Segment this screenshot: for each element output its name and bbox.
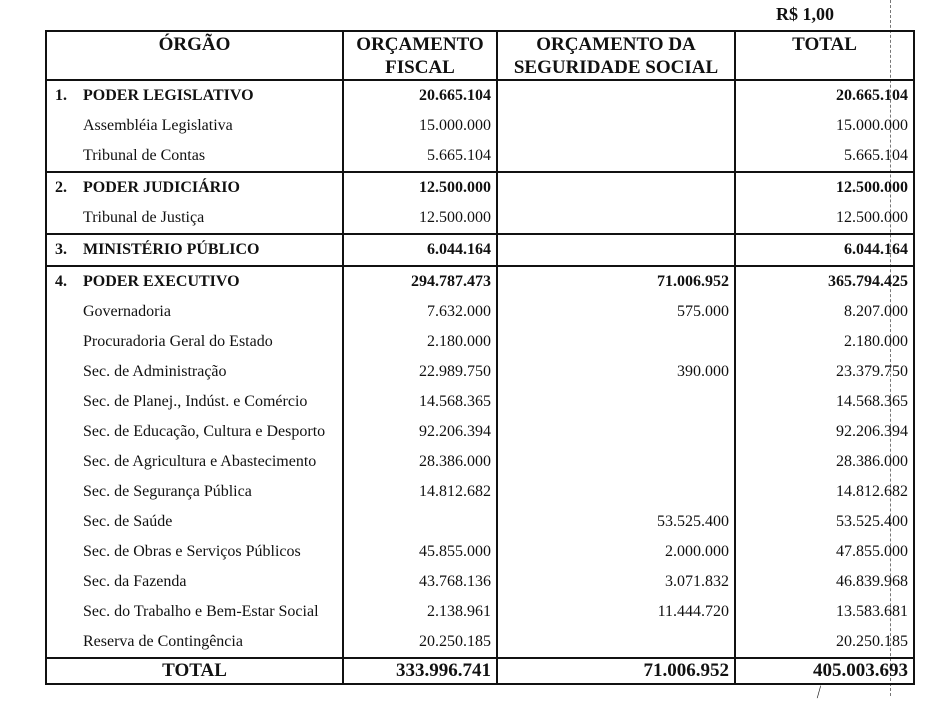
item-row (46, 567, 914, 597)
table-header-row (46, 31, 914, 80)
item-fiscal: 45.855.000 (343, 537, 497, 567)
item-seguridade: 11.444.720 (497, 597, 735, 627)
group-name: PODER JUDICIÁRIO (83, 179, 240, 196)
item-total: 92.206.394 (735, 417, 914, 447)
item-fiscal: 28.386.000 (343, 447, 497, 477)
item-name: Assembléia Legislativa (46, 111, 343, 141)
header-fiscal-line1: ORÇAMENTO (356, 34, 484, 55)
item-total: 12.500.000 (735, 203, 914, 234)
group-name: PODER LEGISLATIVO (83, 87, 254, 104)
item-name: Reserva de Contingência (46, 627, 343, 658)
item-total: 14.568.365 (735, 387, 914, 417)
item-fiscal: 7.632.000 (343, 297, 497, 327)
item-total: 28.386.000 (735, 447, 914, 477)
item-row (46, 141, 914, 172)
item-row (46, 417, 914, 447)
item-fiscal: 2.138.961 (343, 597, 497, 627)
header-total: TOTAL (735, 31, 914, 80)
group-fiscal: 12.500.000 (343, 172, 497, 203)
item-fiscal (343, 507, 497, 537)
total-fiscal: 333.996.741 (343, 658, 497, 684)
item-row (46, 537, 914, 567)
item-name: Sec. de Educação, Cultura e Desporto (46, 417, 343, 447)
item-fiscal: 20.250.185 (343, 627, 497, 658)
item-row (46, 507, 914, 537)
item-total: 47.855.000 (735, 537, 914, 567)
group-index: 1. (55, 87, 67, 104)
table-body (46, 80, 914, 658)
group-name-cell (46, 234, 343, 266)
currency-unit-label: R$ 1,00 (776, 4, 834, 24)
item-fiscal: 92.206.394 (343, 417, 497, 447)
total-seguridade: 71.006.952 (497, 658, 735, 684)
item-total: 53.525.400 (735, 507, 914, 537)
item-total: 20.250.185 (735, 627, 914, 658)
group-index: 4. (55, 273, 67, 290)
item-total: 46.839.968 (735, 567, 914, 597)
item-row (46, 627, 914, 658)
group-fiscal: 20.665.104 (343, 80, 497, 111)
item-seguridade (497, 141, 735, 172)
item-fiscal: 15.000.000 (343, 111, 497, 141)
item-total: 8.207.000 (735, 297, 914, 327)
item-fiscal: 22.989.750 (343, 357, 497, 387)
item-seguridade (497, 447, 735, 477)
item-row (46, 111, 914, 141)
item-name: Sec. de Planej., Indúst. e Comércio (46, 387, 343, 417)
item-row (46, 597, 914, 627)
header-seguridade-line2: SEGURIDADE SOCIAL (513, 57, 719, 78)
group-row (46, 172, 914, 203)
item-row (46, 447, 914, 477)
group-index: 2. (55, 179, 67, 196)
group-row (46, 266, 914, 297)
total-total: 405.003.693 (735, 658, 914, 684)
item-fiscal: 12.500.000 (343, 203, 497, 234)
group-row (46, 234, 914, 266)
total-label: TOTAL (46, 658, 343, 684)
group-total: 365.794.425 (735, 266, 914, 297)
item-row (46, 297, 914, 327)
group-seguridade (497, 80, 735, 111)
item-seguridade (497, 327, 735, 357)
item-row (46, 387, 914, 417)
item-name: Sec. do Trabalho e Bem-Estar Social (46, 597, 343, 627)
header-fiscal-line2: FISCAL (385, 57, 455, 78)
item-seguridade: 53.525.400 (497, 507, 735, 537)
item-name: Sec. de Obras e Serviços Públicos (46, 537, 343, 567)
item-total: 2.180.000 (735, 327, 914, 357)
header-orcamento-seguridade (497, 31, 735, 80)
item-fiscal: 43.768.136 (343, 567, 497, 597)
item-total: 14.812.682 (735, 477, 914, 507)
item-total: 13.583.681 (735, 597, 914, 627)
item-row (46, 477, 914, 507)
item-name: Sec. de Agricultura e Abastecimento (46, 447, 343, 477)
item-seguridade: 575.000 (497, 297, 735, 327)
budget-table (45, 30, 915, 685)
item-name: Tribunal de Justiça (46, 203, 343, 234)
item-fiscal: 2.180.000 (343, 327, 497, 357)
item-seguridade (497, 111, 735, 141)
item-total: 23.379.750 (735, 357, 914, 387)
item-name: Sec. da Fazenda (46, 567, 343, 597)
handwritten-mark: ∕ (815, 684, 824, 701)
group-name-cell (46, 172, 343, 203)
item-seguridade: 390.000 (497, 357, 735, 387)
group-fiscal: 294.787.473 (343, 266, 497, 297)
item-row (46, 327, 914, 357)
header-seguridade-line1: ORÇAMENTO DA (536, 34, 696, 55)
header-orcamento-fiscal (343, 31, 497, 80)
item-fiscal: 14.812.682 (343, 477, 497, 507)
group-fiscal: 6.044.164 (343, 234, 497, 266)
item-seguridade (497, 417, 735, 447)
item-seguridade (497, 203, 735, 234)
group-index: 3. (55, 241, 67, 258)
group-name: PODER EXECUTIVO (83, 273, 240, 290)
group-name-cell (46, 266, 343, 297)
group-seguridade (497, 172, 735, 203)
group-row (46, 80, 914, 111)
item-seguridade: 2.000.000 (497, 537, 735, 567)
item-seguridade: 3.071.832 (497, 567, 735, 597)
group-total: 6.044.164 (735, 234, 914, 266)
item-row (46, 203, 914, 234)
item-name: Governadoria (46, 297, 343, 327)
item-name: Procuradoria Geral do Estado (46, 327, 343, 357)
item-total: 5.665.104 (735, 141, 914, 172)
group-name: MINISTÉRIO PÚBLICO (83, 241, 260, 258)
item-seguridade (497, 627, 735, 658)
total-row (46, 658, 914, 684)
item-total: 15.000.000 (735, 111, 914, 141)
item-seguridade (497, 477, 735, 507)
item-fiscal: 5.665.104 (343, 141, 497, 172)
group-total: 20.665.104 (735, 80, 914, 111)
item-name: Sec. de Segurança Pública (46, 477, 343, 507)
group-total: 12.500.000 (735, 172, 914, 203)
item-name: Tribunal de Contas (46, 141, 343, 172)
item-name: Sec. de Saúde (46, 507, 343, 537)
item-fiscal: 14.568.365 (343, 387, 497, 417)
item-name: Sec. de Administração (46, 357, 343, 387)
item-seguridade (497, 387, 735, 417)
group-seguridade: 71.006.952 (497, 266, 735, 297)
group-name-cell (46, 80, 343, 111)
item-row (46, 357, 914, 387)
group-seguridade (497, 234, 735, 266)
header-orgao: ÓRGÃO (46, 31, 343, 80)
